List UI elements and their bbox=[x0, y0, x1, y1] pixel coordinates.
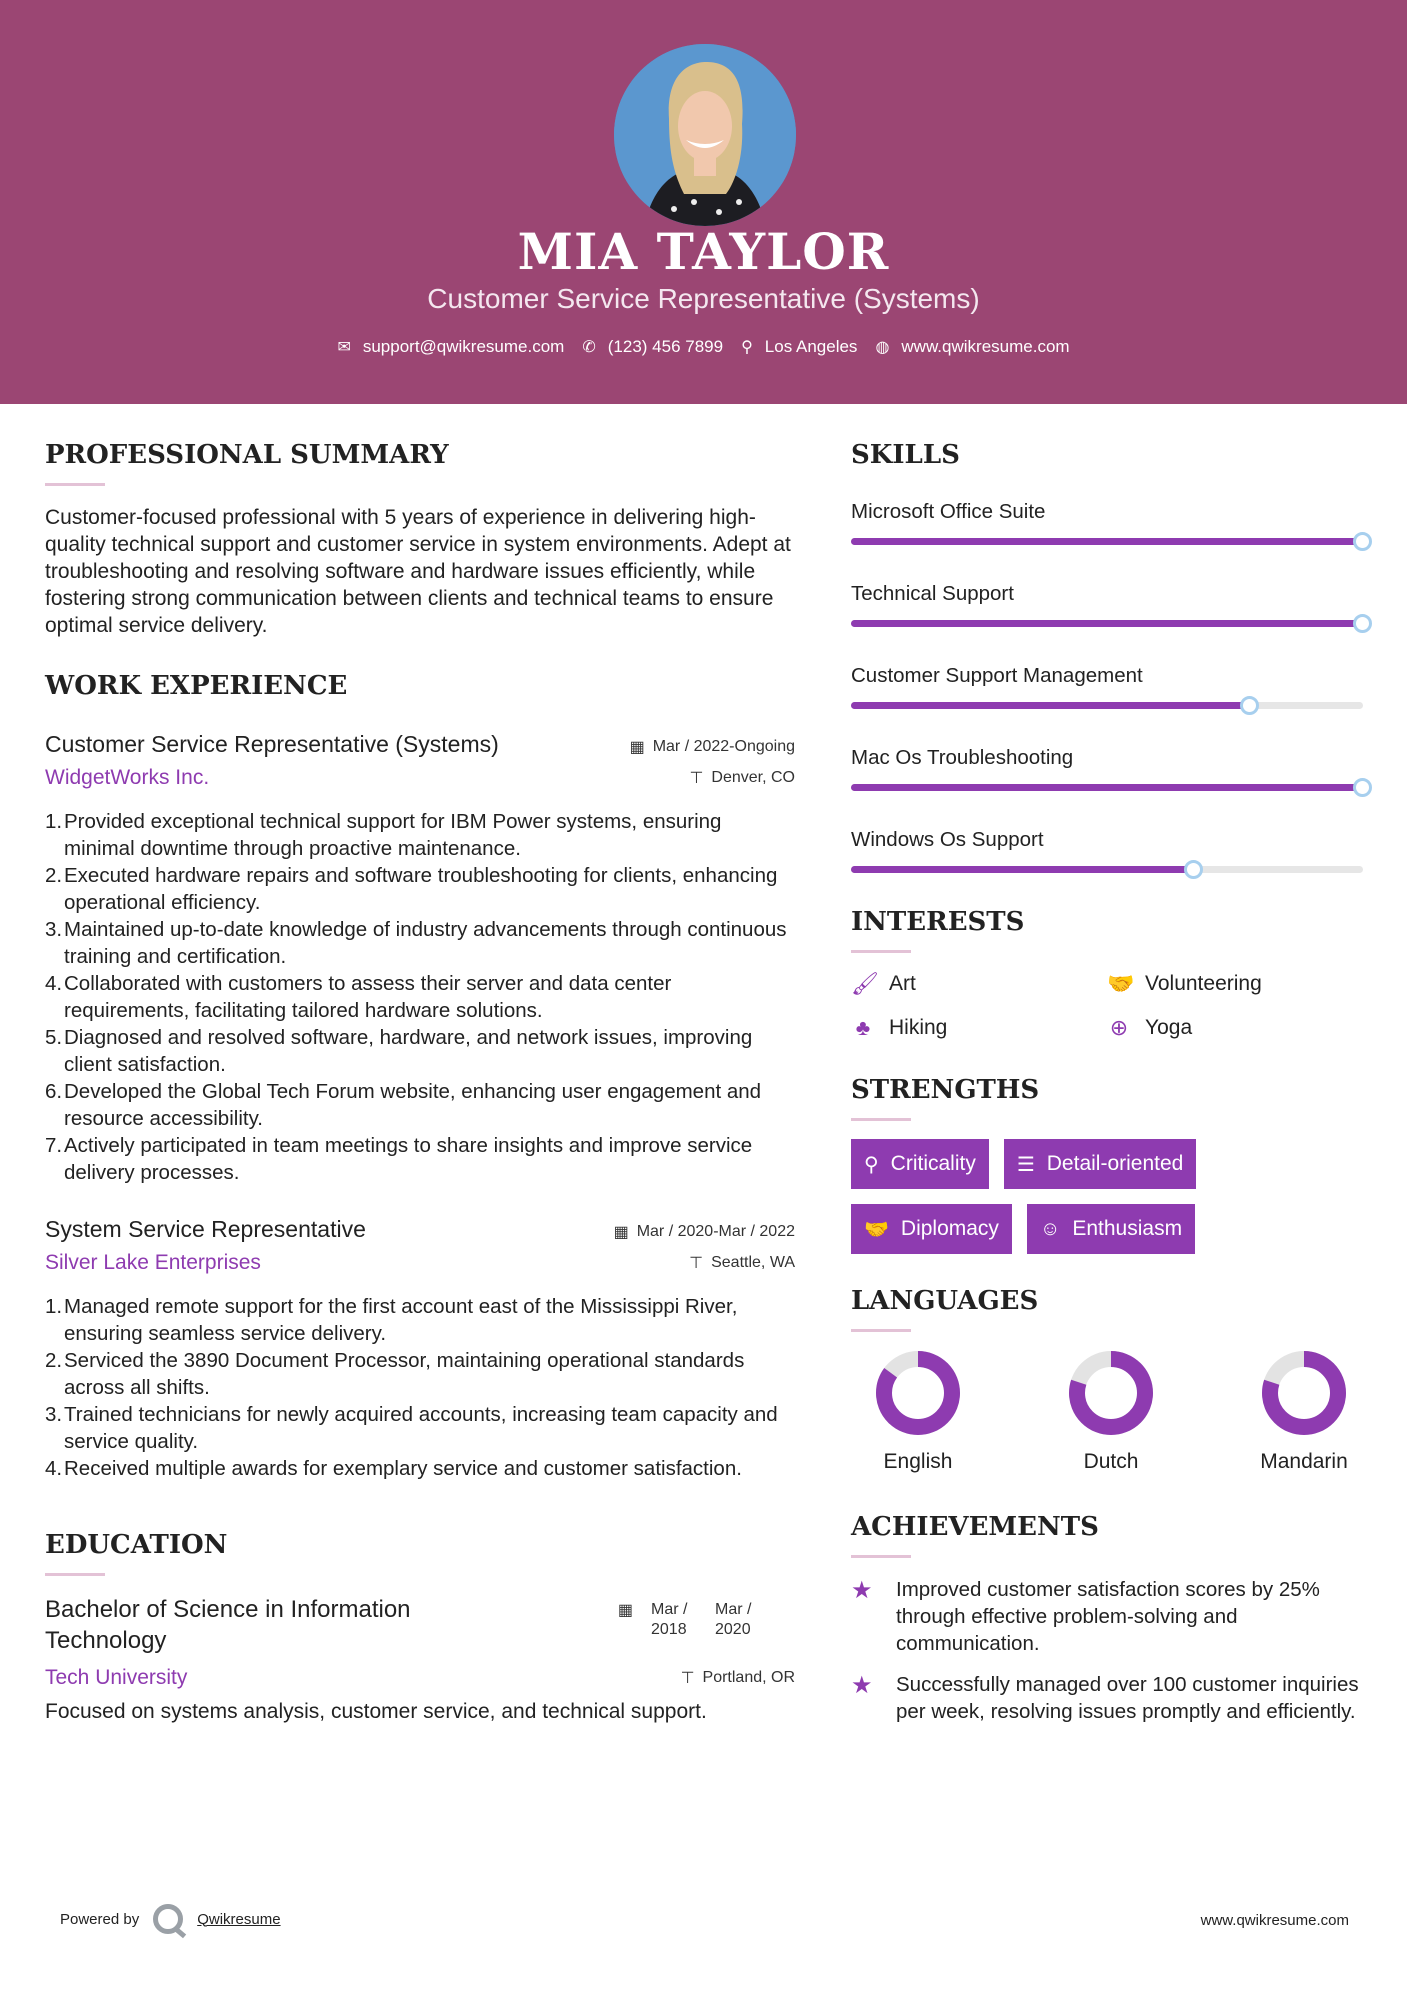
language-item bbox=[1058, 1350, 1164, 1474]
education-dates bbox=[618, 1600, 761, 1656]
achievement-item: ★ Successfully managed over 100 customer inquiries per week, resolving issues promptly and efficiently. bbox=[851, 1672, 1359, 1723]
language-label: English bbox=[883, 1450, 953, 1473]
job-location-text: Seattle, WA bbox=[711, 1254, 795, 1271]
list-item: 3. Trained technicians for newly acquired accounts, increasing team capacity and service quality. bbox=[45, 1403, 778, 1453]
list-item: 4. Received multiple awards for exemplary service and customer satisfaction. bbox=[45, 1457, 742, 1480]
contact-website-text: www.qwikresume.com bbox=[901, 337, 1070, 356]
contact-location-text: Los Angeles bbox=[764, 337, 858, 356]
job-duties bbox=[45, 1293, 795, 1482]
section-underline bbox=[45, 1573, 105, 1576]
list-item: 1. Provided exceptional technical support for IBM Power systems, ensuring minimal downtime through proactive maintenance. bbox=[45, 810, 722, 860]
strength-chip: ☰ Detail-oriented bbox=[1004, 1139, 1197, 1189]
skill-bar-knob bbox=[1353, 778, 1372, 797]
contact-email-text: support@qwikresume.com bbox=[362, 337, 565, 356]
phone-icon: ✆ bbox=[582, 339, 596, 356]
paintbrush-icon: 🖌 bbox=[851, 971, 879, 996]
powered-by bbox=[60, 1904, 281, 1934]
strength-chip: ⚲ Criticality bbox=[851, 1139, 989, 1189]
skill-bar bbox=[851, 784, 1363, 791]
life-ring-icon: ⊕ bbox=[1109, 1015, 1129, 1040]
contact-location bbox=[741, 337, 857, 357]
map-pin-icon: ⚲ bbox=[741, 339, 753, 356]
skill-item bbox=[851, 746, 1366, 791]
language-label: Dutch bbox=[1083, 1450, 1139, 1473]
education-heading: EDUCATION bbox=[45, 1530, 228, 1560]
skill-bar bbox=[851, 702, 1363, 709]
handshake-icon: 🤝 bbox=[864, 1218, 889, 1241]
job-location bbox=[689, 1253, 795, 1273]
pin-icon: ⊤ bbox=[689, 1255, 704, 1272]
contact-phone-text: (123) 456 7899 bbox=[607, 337, 724, 356]
right-column bbox=[851, 440, 1366, 1739]
calendar-icon: ▦ bbox=[613, 1224, 629, 1241]
job-company: Silver Lake Enterprises bbox=[45, 1251, 261, 1274]
skill-bar bbox=[851, 866, 1363, 873]
languages-heading: LANGUAGES bbox=[851, 1286, 1039, 1316]
job-dates-text: Mar / 2022-Ongoing bbox=[652, 738, 795, 755]
interests-list bbox=[851, 971, 1366, 1041]
star-icon: ★ bbox=[851, 1577, 873, 1604]
job-duties bbox=[45, 808, 795, 1186]
job-company: WidgetWorks Inc. bbox=[45, 766, 210, 789]
skill-bar-fill bbox=[851, 784, 1363, 791]
search-icon: ⚲ bbox=[864, 1153, 879, 1176]
smile-icon: ☺ bbox=[1039, 1217, 1061, 1240]
list-item: 6. Developed the Global Tech Forum website, enhancing user engagement and resource accessibility. bbox=[45, 1080, 762, 1130]
skill-bar-knob bbox=[1353, 614, 1372, 633]
skill-bar-fill bbox=[851, 538, 1363, 545]
profile-photo bbox=[614, 44, 796, 226]
language-level-donut bbox=[1068, 1350, 1154, 1436]
skill-bar-fill bbox=[851, 702, 1250, 709]
interest-item: 🖌 Art bbox=[851, 971, 916, 996]
calendar-icon: ▦ bbox=[629, 739, 645, 756]
languages-list bbox=[865, 1350, 1366, 1474]
skill-bar-fill bbox=[851, 620, 1363, 627]
contact-bar bbox=[0, 337, 1407, 357]
achievement-item: ★ Improved customer satisfaction scores by 25% through effective problem-solving and communication. bbox=[851, 1577, 1320, 1655]
job-dates bbox=[614, 1222, 795, 1242]
tree-icon: ♣ bbox=[855, 1015, 871, 1040]
job-dates-text: Mar / 2020-Mar / 2022 bbox=[636, 1223, 795, 1240]
qwikresume-logo-icon bbox=[153, 1904, 183, 1934]
list-item: 3. Maintained up-to-date knowledge of industry advancements through continuous training and certification. bbox=[45, 918, 787, 968]
skill-label: Mac Os Troubleshooting bbox=[851, 746, 1074, 769]
job-entry bbox=[45, 731, 795, 1186]
summary-heading: PROFESSIONAL SUMMARY bbox=[45, 440, 449, 470]
job-title: System Service Representative bbox=[45, 1216, 366, 1242]
calendar-icon: ▦ bbox=[617, 1602, 633, 1619]
skill-bar bbox=[851, 538, 1363, 545]
skill-label: Windows Os Support bbox=[851, 828, 1044, 851]
job-title: Customer Service Representative (Systems) bbox=[45, 731, 499, 757]
strength-chip: ☺ Enthusiasm bbox=[1027, 1204, 1195, 1254]
footer bbox=[0, 1900, 1407, 1950]
experience-heading: WORK EXPERIENCE bbox=[45, 671, 348, 701]
job-location-text: Denver, CO bbox=[711, 769, 795, 786]
list-item: 2. Executed hardware repairs and software troubleshooting for clients, enhancing operational efficiency. bbox=[45, 864, 778, 914]
brand-link[interactable]: Qwikresume bbox=[197, 1910, 281, 1928]
degree-title: Bachelor of Science in Information Technology bbox=[45, 1596, 411, 1654]
footer-url[interactable]: www.qwikresume.com bbox=[1200, 1912, 1349, 1929]
list-item: 7. Actively participated in team meetings to share insights and improve service delivery processes. bbox=[45, 1134, 753, 1184]
interest-item: ♣ Hiking bbox=[851, 1015, 1107, 1041]
section-underline bbox=[45, 483, 105, 486]
language-label: Mandarin bbox=[1260, 1450, 1348, 1473]
contact-phone[interactable] bbox=[582, 337, 723, 357]
candidate-title: Customer Service Representative (Systems) bbox=[427, 283, 980, 314]
skill-item bbox=[851, 664, 1366, 709]
job-location bbox=[689, 768, 795, 788]
star-icon: ★ bbox=[851, 1672, 873, 1699]
achievements-heading: ACHIEVEMENTS bbox=[851, 1512, 1099, 1542]
interest-item: 🤝 Volunteering bbox=[1107, 971, 1262, 996]
skill-item bbox=[851, 828, 1366, 873]
globe-icon: ◍ bbox=[875, 339, 890, 356]
list-item: 4. Collaborated with customers to assess their server and data center requirements, facilitating tailored hardware solutions. bbox=[45, 972, 672, 1022]
skill-label: Technical Support bbox=[851, 582, 1014, 605]
education-end: Mar / 2020 bbox=[715, 1601, 752, 1638]
school-location bbox=[681, 1668, 795, 1688]
list-item: 2. Serviced the 3890 Document Processor, maintaining operational standards across all shifts. bbox=[45, 1349, 745, 1399]
section-underline bbox=[851, 1118, 911, 1121]
language-item bbox=[1251, 1350, 1357, 1474]
left-column bbox=[45, 440, 795, 1725]
resume-header bbox=[0, 0, 1407, 404]
contact-website[interactable] bbox=[875, 337, 1069, 357]
skill-bar-fill bbox=[851, 866, 1194, 873]
education-description: Focused on systems analysis, customer service, and technical support. bbox=[45, 1700, 707, 1723]
powered-by-label: Powered by bbox=[60, 1910, 140, 1928]
pin-icon: ⊤ bbox=[689, 770, 704, 787]
education-start: Mar / 2018 bbox=[651, 1601, 688, 1638]
language-level-donut bbox=[1261, 1350, 1347, 1436]
list-item: 1. Managed remote support for the first account east of the Mississippi River, ensuring seamless service delivery. bbox=[45, 1295, 738, 1345]
skill-item bbox=[851, 582, 1366, 627]
list-icon: ☰ bbox=[1016, 1153, 1035, 1176]
handshake-icon: 🤝 bbox=[1107, 971, 1135, 996]
school-name: Tech University bbox=[45, 1666, 188, 1689]
interest-item: ⊕ Yoga bbox=[1107, 1015, 1363, 1041]
language-item bbox=[865, 1350, 971, 1474]
envelope-icon: ✉ bbox=[337, 339, 351, 356]
list-item: 5. Diagnosed and resolved software, hardware, and network issues, improving client satisfaction. bbox=[45, 1026, 753, 1076]
skills-list bbox=[851, 500, 1366, 873]
section-underline bbox=[851, 1329, 911, 1332]
strengths-heading: STRENGTHS bbox=[851, 1075, 1040, 1105]
skill-bar bbox=[851, 620, 1363, 627]
school-location-text: Portland, OR bbox=[702, 1669, 795, 1686]
job-dates bbox=[630, 737, 795, 757]
skills-heading: SKILLS bbox=[851, 440, 960, 470]
strengths-list bbox=[851, 1139, 1271, 1254]
strength-chip: 🤝 Diplomacy bbox=[851, 1204, 1012, 1254]
skill-bar-knob bbox=[1240, 696, 1259, 715]
skill-label: Microsoft Office Suite bbox=[851, 500, 1046, 523]
job-entry bbox=[45, 1216, 795, 1482]
skill-bar-knob bbox=[1184, 860, 1203, 879]
skill-label: Customer Support Management bbox=[851, 664, 1143, 687]
language-level-donut bbox=[875, 1350, 961, 1436]
contact-email[interactable] bbox=[337, 337, 564, 357]
candidate-name: MIA TAYLOR bbox=[517, 222, 890, 281]
skill-item bbox=[851, 500, 1366, 545]
section-underline bbox=[851, 1555, 911, 1558]
interests-heading: INTERESTS bbox=[851, 907, 1025, 937]
summary-text: Customer-focused professional with 5 years of experience in delivering high-quality technical support and customer service in system environments. Adept at troubleshooting and resolving software and hardware issues efficiently, while fostering strong communication between clients and technical teams to ensure optimal service delivery. bbox=[45, 506, 791, 637]
skill-bar-knob bbox=[1353, 532, 1372, 551]
pin-icon: ⊤ bbox=[680, 1670, 695, 1687]
section-underline bbox=[851, 950, 911, 953]
